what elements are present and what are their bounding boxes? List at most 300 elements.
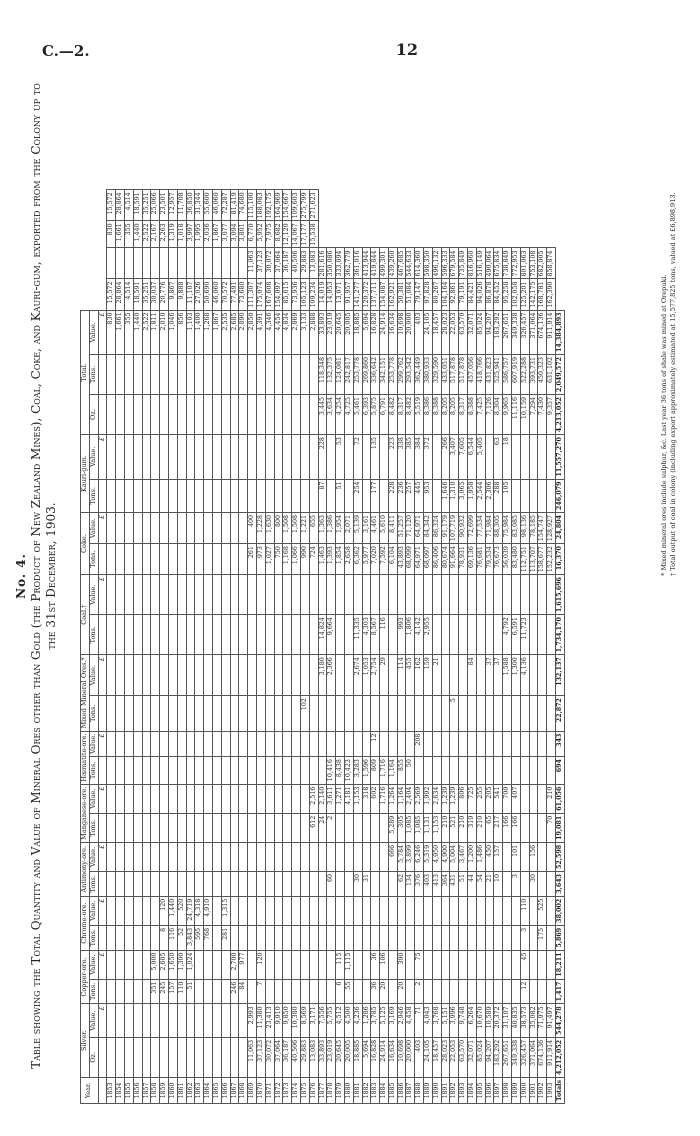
value-cell: 128,927 bbox=[547, 513, 556, 544]
value-cell: 3,169 bbox=[388, 1004, 397, 1037]
value-cell bbox=[512, 479, 521, 512]
value-cell bbox=[538, 655, 547, 696]
value-cell: 439,260 bbox=[388, 248, 397, 279]
value-cell bbox=[327, 479, 336, 512]
value-cell: 192,175 bbox=[265, 190, 274, 221]
value-cell bbox=[195, 784, 204, 813]
value-cell bbox=[195, 354, 204, 394]
value-cell bbox=[168, 1004, 177, 1037]
value-cell: 29,883 bbox=[300, 1037, 309, 1077]
value-cell bbox=[116, 731, 125, 757]
value-cell bbox=[441, 950, 450, 979]
value-cell bbox=[283, 842, 292, 871]
value-cell bbox=[432, 615, 441, 655]
value-cell bbox=[212, 435, 221, 479]
year-cell: 1856 bbox=[133, 1077, 142, 1103]
value-cell bbox=[547, 925, 556, 950]
sub-header-value: Value. bbox=[89, 575, 98, 615]
value-cell bbox=[142, 950, 151, 979]
value-cell: 115 bbox=[336, 950, 345, 979]
value-cell: 142,175 bbox=[529, 279, 538, 310]
value-cell bbox=[529, 813, 538, 842]
value-cell: 3 bbox=[512, 871, 521, 896]
value-cell bbox=[204, 395, 213, 435]
value-cell: 6,393 bbox=[362, 395, 371, 435]
value-cell: 1,239 bbox=[450, 784, 459, 813]
table-row bbox=[520, 190, 529, 1104]
value-cell bbox=[168, 757, 177, 785]
value-cell: 33,893 bbox=[318, 1037, 327, 1077]
value-cell: 390 bbox=[397, 950, 406, 979]
value-cell: 158,677 bbox=[538, 544, 547, 575]
value-cell bbox=[239, 395, 248, 435]
value-cell bbox=[177, 655, 186, 696]
value-cell bbox=[292, 871, 301, 896]
value-cell: 329,590 bbox=[432, 354, 441, 394]
value-cell bbox=[124, 925, 133, 950]
value-cell: 3,094 bbox=[230, 221, 239, 248]
unit-cell bbox=[98, 813, 107, 842]
value-cell bbox=[371, 896, 380, 925]
value-cell: 62 bbox=[397, 871, 406, 896]
value-cell: 56,039 bbox=[503, 544, 512, 575]
header-haematite: Hæmatite-ore. bbox=[81, 731, 90, 784]
value-cell: 3,785 bbox=[371, 1004, 380, 1037]
value-cell bbox=[292, 731, 301, 757]
value-cell bbox=[195, 842, 204, 871]
value-cell bbox=[344, 435, 353, 479]
value-cell bbox=[168, 544, 177, 575]
value-cell bbox=[494, 950, 503, 979]
value-cell: 2,674 bbox=[353, 655, 362, 696]
value-cell bbox=[248, 731, 257, 757]
value-cell bbox=[318, 871, 327, 896]
value-cell: 602 bbox=[371, 784, 380, 813]
value-cell: 1,027 bbox=[265, 544, 274, 575]
value-cell bbox=[248, 655, 257, 696]
value-cell: 167,608 bbox=[265, 279, 274, 310]
value-cell: 525,941 bbox=[494, 354, 503, 394]
value-cell bbox=[397, 896, 406, 925]
value-cell: 266 bbox=[441, 435, 450, 479]
value-cell: 1,239 bbox=[441, 784, 450, 813]
value-cell: 23,413 bbox=[265, 1004, 274, 1037]
value-cell: 94,026 bbox=[476, 279, 485, 310]
value-cell bbox=[503, 842, 512, 871]
value-cell: 419,844 bbox=[371, 248, 380, 279]
value-cell: 1,018 bbox=[177, 221, 186, 248]
table-row bbox=[388, 190, 397, 1104]
value-cell: 14,953 bbox=[327, 279, 336, 310]
value-cell bbox=[344, 696, 353, 731]
year-cell: 1890 bbox=[432, 1077, 441, 1103]
value-cell bbox=[274, 479, 283, 512]
value-cell: 1,995 bbox=[195, 221, 204, 248]
value-cell: 318 bbox=[362, 784, 371, 813]
value-cell bbox=[151, 354, 160, 394]
year-cell: 1871 bbox=[265, 1077, 274, 1103]
year-cell: 1894 bbox=[468, 1077, 477, 1103]
value-cell: 376 bbox=[415, 871, 424, 896]
value-cell bbox=[204, 979, 213, 1004]
value-cell bbox=[292, 979, 301, 1004]
value-cell: 816,960 bbox=[468, 248, 477, 279]
value-cell: 157 bbox=[494, 842, 503, 871]
value-cell bbox=[212, 871, 221, 896]
value-cell bbox=[476, 696, 485, 731]
value-cell: 51 bbox=[186, 979, 195, 1004]
value-cell bbox=[204, 248, 213, 279]
value-cell bbox=[309, 354, 318, 394]
value-cell bbox=[450, 655, 459, 696]
value-cell bbox=[344, 615, 353, 655]
value-cell: 3,611 bbox=[327, 784, 336, 813]
total-cell: 1,734,170 bbox=[556, 615, 565, 655]
value-cell bbox=[239, 615, 248, 655]
value-cell: 35,251 bbox=[142, 190, 151, 221]
value-cell: 16,634 bbox=[388, 310, 397, 354]
year-cell: 1877 bbox=[318, 1077, 327, 1103]
value-cell bbox=[133, 248, 142, 279]
value-cell bbox=[212, 950, 221, 979]
value-cell bbox=[116, 479, 125, 512]
value-cell bbox=[309, 842, 318, 871]
value-cell: 3,996 bbox=[450, 1004, 459, 1037]
value-cell: 666 bbox=[388, 842, 397, 871]
value-cell bbox=[204, 757, 213, 785]
value-cell bbox=[388, 871, 397, 896]
value-cell: 105,123 bbox=[300, 279, 309, 310]
value-cell bbox=[195, 950, 204, 979]
value-cell: 4,454 bbox=[274, 310, 283, 354]
value-cell: 20,000 bbox=[406, 310, 415, 354]
value-cell: 6,104 bbox=[388, 544, 397, 575]
value-cell bbox=[309, 696, 318, 731]
value-cell bbox=[432, 979, 441, 1004]
value-cell bbox=[116, 354, 125, 394]
value-cell bbox=[538, 435, 547, 479]
value-cell: 28,023 bbox=[441, 310, 450, 354]
value-cell bbox=[274, 784, 283, 813]
value-cell bbox=[318, 896, 327, 925]
value-cell: 109,234 bbox=[309, 279, 318, 310]
value-cell bbox=[204, 731, 213, 757]
value-cell bbox=[406, 575, 415, 615]
value-cell: 11,063 bbox=[248, 248, 257, 279]
value-cell bbox=[274, 896, 283, 925]
value-cell bbox=[230, 1037, 239, 1077]
value-cell bbox=[415, 896, 424, 925]
year-cell: 1903 bbox=[547, 1077, 556, 1103]
value-cell bbox=[248, 925, 257, 950]
value-cell bbox=[142, 435, 151, 479]
value-cell bbox=[248, 435, 257, 479]
year-cell: 1879 bbox=[336, 1077, 345, 1103]
value-cell: 4,514 bbox=[124, 279, 133, 310]
value-cell bbox=[380, 871, 389, 896]
value-cell bbox=[186, 1004, 195, 1037]
value-cell bbox=[538, 731, 547, 757]
value-cell: 596,333 bbox=[441, 248, 450, 279]
value-cell bbox=[292, 813, 301, 842]
value-cell bbox=[133, 784, 142, 813]
year-cell: 1872 bbox=[274, 1077, 283, 1103]
value-cell bbox=[230, 784, 239, 813]
value-cell: 37 bbox=[485, 655, 494, 696]
value-cell: 30 bbox=[353, 871, 362, 896]
value-cell: 598,350 bbox=[424, 248, 433, 279]
value-cell bbox=[186, 354, 195, 394]
value-cell bbox=[450, 575, 459, 615]
value-cell bbox=[239, 655, 248, 696]
value-cell: 355 bbox=[124, 221, 133, 248]
value-cell bbox=[274, 757, 283, 785]
year-cell: 1876 bbox=[309, 1077, 318, 1103]
value-cell: 13,083 bbox=[309, 248, 318, 279]
value-cell bbox=[151, 544, 160, 575]
value-cell: 586,757 bbox=[503, 354, 512, 394]
value-cell: 31,107 bbox=[503, 1004, 512, 1037]
value-cell bbox=[309, 925, 318, 950]
value-cell bbox=[362, 696, 371, 731]
value-cell bbox=[512, 435, 521, 479]
value-cell bbox=[327, 925, 336, 950]
value-cell: 80,674 bbox=[441, 544, 450, 575]
value-cell bbox=[142, 544, 151, 575]
value-cell: 20,645 bbox=[336, 1037, 345, 1077]
table-row bbox=[441, 190, 450, 1104]
footnote-coal: † Total output of coal in colony (including export approximately estimated at 15,577,825 tons, valued at £6,898,913. bbox=[669, 192, 677, 576]
year-cell: 1887 bbox=[406, 1077, 415, 1103]
value-cell: 1,319 bbox=[168, 221, 177, 248]
value-cell: 94,207 bbox=[485, 1037, 494, 1077]
value-cell bbox=[248, 395, 257, 435]
value-cell: 156 bbox=[529, 842, 538, 871]
year-cell: 1893 bbox=[459, 1077, 468, 1103]
value-cell bbox=[195, 248, 204, 279]
value-cell bbox=[538, 696, 547, 731]
value-cell: 521 bbox=[450, 813, 459, 842]
value-cell bbox=[133, 925, 142, 950]
value-cell bbox=[160, 757, 169, 785]
value-cell bbox=[221, 979, 230, 1004]
value-cell bbox=[177, 248, 186, 279]
value-cell bbox=[336, 896, 345, 925]
value-cell bbox=[274, 813, 283, 842]
value-cell bbox=[160, 248, 169, 279]
value-cell bbox=[397, 925, 406, 950]
value-cell bbox=[547, 655, 556, 696]
value-cell: 79,534 bbox=[485, 544, 494, 575]
year-cell: 1853 bbox=[107, 1077, 116, 1103]
value-cell bbox=[415, 757, 424, 785]
value-cell bbox=[212, 544, 221, 575]
value-cell bbox=[388, 575, 397, 615]
value-cell bbox=[160, 435, 169, 479]
value-cell bbox=[142, 395, 151, 435]
value-cell: 271,623 bbox=[309, 190, 318, 221]
value-cell: 380,933 bbox=[424, 354, 433, 394]
value-cell: 2,869 bbox=[292, 310, 301, 354]
value-cell bbox=[107, 896, 116, 925]
value-cell bbox=[212, 575, 221, 615]
value-cell: 28,864 bbox=[116, 279, 125, 310]
value-cell bbox=[300, 575, 309, 615]
value-cell: 1,992 bbox=[424, 784, 433, 813]
value-cell: 162,921 bbox=[388, 279, 397, 310]
value-cell bbox=[336, 813, 345, 842]
value-cell bbox=[265, 354, 274, 394]
table-row bbox=[151, 190, 160, 1104]
year-cell: 1868 bbox=[239, 1077, 248, 1103]
value-cell: 84,342 bbox=[424, 513, 433, 544]
year-cell: 1891 bbox=[441, 1077, 450, 1103]
value-cell bbox=[186, 544, 195, 575]
value-cell bbox=[538, 757, 547, 785]
value-cell bbox=[124, 950, 133, 979]
value-cell bbox=[547, 871, 556, 896]
value-cell bbox=[503, 696, 512, 731]
value-cell: 3 bbox=[520, 925, 529, 950]
value-cell: 911,914 bbox=[547, 1037, 556, 1077]
value-cell bbox=[503, 575, 512, 615]
value-cell bbox=[107, 731, 116, 757]
value-cell bbox=[239, 842, 248, 871]
value-cell bbox=[512, 731, 521, 757]
value-cell: 15,572 bbox=[107, 279, 116, 310]
value-cell: 2,888 bbox=[309, 310, 318, 354]
value-cell bbox=[256, 813, 265, 842]
value-cell bbox=[221, 950, 230, 979]
value-cell bbox=[124, 871, 133, 896]
value-cell bbox=[336, 615, 345, 655]
value-cell: 91,179 bbox=[441, 513, 450, 544]
value-cell bbox=[239, 1037, 248, 1077]
value-cell bbox=[485, 575, 494, 615]
value-cell: 5,694 bbox=[362, 1037, 371, 1077]
sub-header-tons: Tons. bbox=[89, 979, 98, 1004]
value-cell bbox=[204, 842, 213, 871]
unit-cell: £ bbox=[98, 842, 107, 871]
value-cell: 1,463 bbox=[318, 544, 327, 575]
value-cell bbox=[538, 575, 547, 615]
value-cell: 1,588 bbox=[503, 655, 512, 696]
value-cell bbox=[248, 615, 257, 655]
value-cell bbox=[151, 757, 160, 785]
value-cell bbox=[116, 544, 125, 575]
value-cell: 210 bbox=[476, 813, 485, 842]
value-cell: 2,754 bbox=[371, 655, 380, 696]
value-cell bbox=[116, 513, 125, 544]
value-cell: 183,292 bbox=[494, 1037, 503, 1077]
header-copper: Copper-ore. bbox=[81, 950, 90, 1004]
value-cell bbox=[485, 696, 494, 731]
value-cell: 7,425 bbox=[476, 395, 485, 435]
value-cell bbox=[450, 896, 459, 925]
value-cell: 2,569 bbox=[415, 784, 424, 813]
value-cell bbox=[300, 395, 309, 435]
value-cell bbox=[529, 950, 538, 979]
value-cell bbox=[476, 979, 485, 1004]
value-cell bbox=[256, 925, 265, 950]
value-cell bbox=[283, 354, 292, 394]
value-cell bbox=[195, 731, 204, 757]
value-cell bbox=[450, 925, 459, 950]
sub-header-value: Value. bbox=[89, 1004, 98, 1037]
value-cell bbox=[204, 435, 213, 479]
value-cell bbox=[432, 575, 441, 615]
value-cell: 2,544 bbox=[476, 479, 485, 512]
value-cell bbox=[362, 950, 371, 979]
unit-cell bbox=[98, 544, 107, 575]
value-cell bbox=[476, 896, 485, 925]
value-cell bbox=[195, 813, 204, 842]
value-cell: 72,699 bbox=[468, 513, 477, 544]
value-cell bbox=[309, 395, 318, 435]
value-cell: 2 bbox=[327, 813, 336, 842]
value-cell bbox=[195, 513, 204, 544]
value-cell bbox=[397, 575, 406, 615]
value-cell: 253,778 bbox=[388, 354, 397, 394]
value-cell: 12,957 bbox=[168, 190, 177, 221]
table-row bbox=[415, 190, 424, 1104]
value-cell bbox=[160, 696, 169, 731]
value-cell: 525 bbox=[538, 896, 547, 925]
value-cell: 431,823 bbox=[485, 354, 494, 394]
value-cell bbox=[538, 979, 547, 1004]
value-cell bbox=[230, 842, 239, 871]
value-cell bbox=[388, 696, 397, 731]
value-cell bbox=[512, 979, 521, 1004]
value-cell bbox=[529, 655, 538, 696]
value-cell bbox=[124, 696, 133, 731]
value-cell: 371,064 bbox=[529, 1037, 538, 1077]
value-cell: 135 bbox=[371, 435, 380, 479]
value-cell bbox=[133, 395, 142, 435]
value-cell bbox=[256, 731, 265, 757]
sub-header-tons: Tons. bbox=[89, 354, 98, 394]
totals-row bbox=[556, 190, 565, 1104]
value-cell bbox=[388, 731, 397, 757]
value-cell: 1,806 bbox=[406, 615, 415, 655]
value-cell: 120 bbox=[256, 950, 265, 979]
year-cell: 1870 bbox=[256, 1077, 265, 1103]
value-cell bbox=[344, 842, 353, 871]
value-cell: 257 bbox=[406, 479, 415, 512]
value-cell bbox=[503, 896, 512, 925]
value-cell: 40,506 bbox=[292, 248, 301, 279]
value-cell bbox=[124, 395, 133, 435]
value-cell: 104,164 bbox=[441, 279, 450, 310]
value-cell: 336,642 bbox=[371, 354, 380, 394]
value-cell: 299,762 bbox=[397, 354, 406, 394]
value-cell bbox=[107, 354, 116, 394]
value-cell: 91,957 bbox=[344, 279, 353, 310]
table-row bbox=[248, 190, 257, 1104]
value-cell: 1,315 bbox=[221, 896, 230, 925]
value-cell: 3,407 bbox=[450, 435, 459, 479]
table-row bbox=[160, 190, 169, 1104]
sub-header-value: Value. bbox=[89, 731, 98, 757]
value-cell bbox=[177, 395, 186, 435]
value-cell: 4,500 bbox=[344, 1004, 353, 1037]
value-cell bbox=[283, 696, 292, 731]
value-cell bbox=[204, 513, 213, 544]
value-cell bbox=[116, 896, 125, 925]
value-cell bbox=[476, 950, 485, 979]
value-cell bbox=[520, 575, 529, 615]
value-cell bbox=[520, 784, 529, 813]
